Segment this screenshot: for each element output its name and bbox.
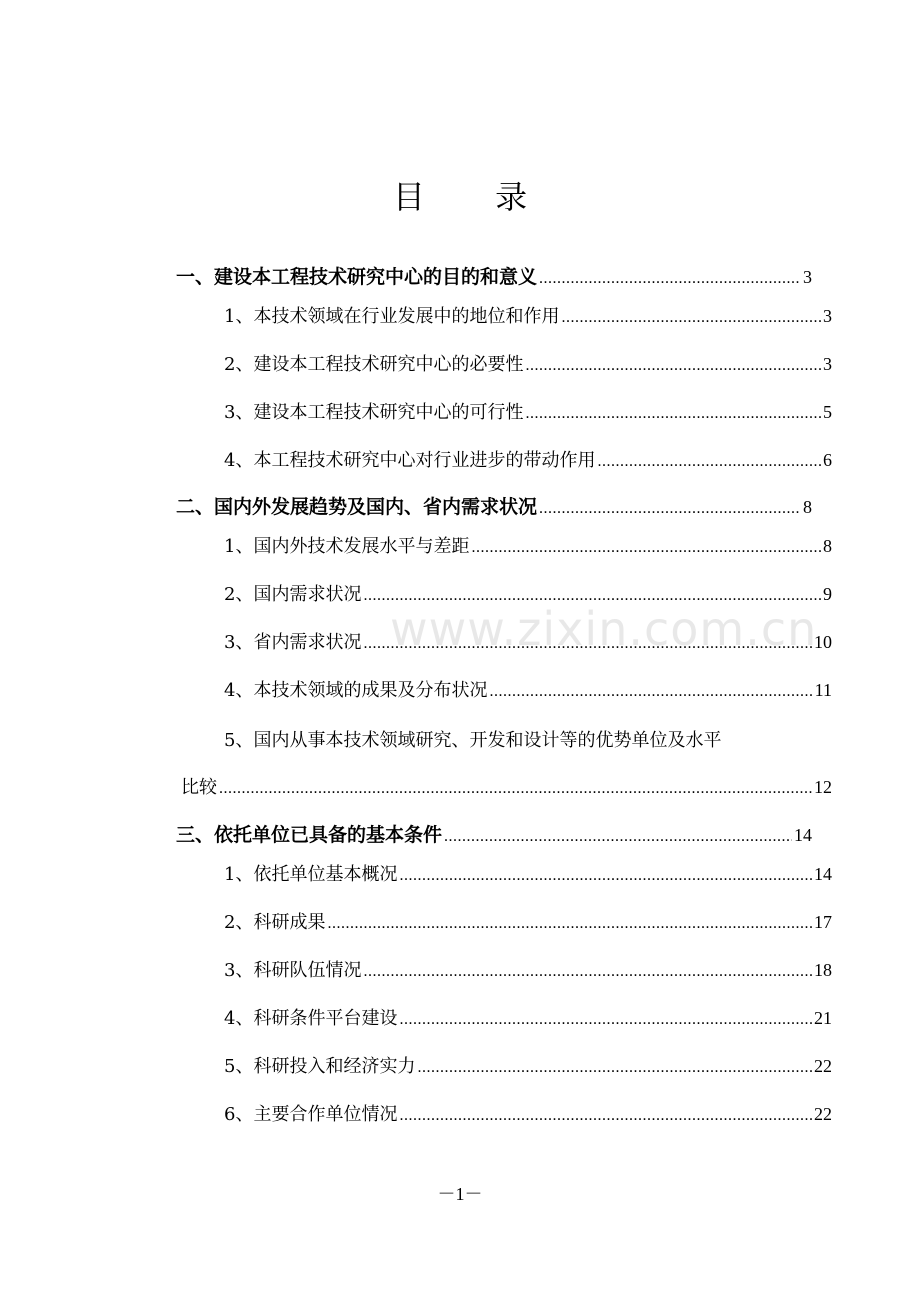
- dot-leader: [597, 453, 821, 471]
- toc-page-number: 21: [814, 1008, 832, 1028]
- dot-leader: [363, 963, 812, 981]
- dot-leader: [327, 915, 812, 933]
- dot-leader: [363, 587, 821, 605]
- dot-leader: [539, 500, 801, 518]
- toc-item-label: 1、依托单位基本概况: [224, 864, 398, 885]
- dot-leader: [539, 270, 801, 288]
- toc-item[interactable]: [224, 860, 832, 890]
- toc-item[interactable]: [224, 628, 832, 658]
- toc-page-number: 3: [823, 354, 832, 374]
- toc-section[interactable]: [176, 262, 812, 292]
- toc-item[interactable]: [224, 446, 832, 476]
- toc-item-label: 2、国内需求状况: [224, 584, 362, 605]
- toc-item[interactable]: [224, 580, 832, 610]
- toc-section-label: 二、国内外发展趋势及国内、省内需求状况: [176, 496, 538, 518]
- toc-page-number: 14: [814, 864, 832, 884]
- toc-section-label: 三、依托单位已具备的基本条件: [176, 824, 443, 846]
- toc-item[interactable]: [224, 908, 832, 938]
- dot-leader: [471, 539, 821, 557]
- dot-leader: [399, 1011, 812, 1029]
- toc-item[interactable]: [224, 350, 832, 380]
- toc-page-number: 22: [814, 1104, 832, 1124]
- toc-item[interactable]: [224, 1100, 832, 1130]
- dot-leader: [444, 828, 792, 846]
- toc-item-label: 3、建设本工程技术研究中心的可行性: [224, 402, 524, 423]
- toc-page-number: 18: [814, 960, 832, 980]
- toc-item-label-continued: 比较: [181, 777, 217, 798]
- toc-section-label: 一、建设本工程技术研究中心的目的和意义: [176, 266, 538, 288]
- toc-page-number: 8: [823, 536, 832, 556]
- toc-page-number: 22: [814, 1056, 832, 1076]
- toc-page-number: 3: [803, 267, 812, 287]
- dot-leader: [219, 780, 812, 798]
- dot-leader: [525, 405, 821, 423]
- toc-item-label: 3、省内需求状况: [224, 632, 362, 653]
- dot-leader: [363, 635, 812, 653]
- page-footer-number: －1－: [437, 1184, 483, 1204]
- toc-page-number: 5: [823, 402, 832, 422]
- watermark: www.zixin.com.cn: [390, 602, 818, 656]
- toc-item-label: 1、国内外技术发展水平与差距: [224, 536, 470, 557]
- toc-item-continuation[interactable]: [181, 773, 832, 803]
- dot-leader: [399, 867, 812, 885]
- dot-leader: [489, 683, 812, 701]
- toc-item[interactable]: [224, 302, 832, 332]
- toc-item-label: 4、本工程技术研究中心对行业进步的带动作用: [224, 450, 596, 471]
- toc-section[interactable]: [176, 820, 812, 850]
- toc-page-number: 3: [823, 306, 832, 326]
- toc-item-label: 4、科研条件平台建设: [224, 1008, 398, 1029]
- toc-page-number: 12: [814, 777, 832, 797]
- toc-page-number: 10: [814, 632, 832, 652]
- toc-page-number: 14: [794, 825, 812, 845]
- toc-item-label: 1、本技术领域在行业发展中的地位和作用: [224, 306, 560, 327]
- toc-item-label: 2、科研成果: [224, 912, 326, 933]
- toc-page-number: 17: [814, 912, 832, 932]
- toc-item[interactable]: [224, 398, 832, 428]
- toc-page-number: 6: [823, 450, 832, 470]
- toc-item[interactable]: [224, 956, 832, 986]
- toc-item[interactable]: [224, 676, 832, 706]
- toc-item-label[interactable]: 5、国内从事本技术领域研究、开发和设计等的优势单位及水平: [224, 730, 722, 751]
- toc-item-label: 6、主要合作单位情况: [224, 1104, 398, 1125]
- dot-leader: [561, 309, 821, 327]
- toc-item-label: 3、科研队伍情况: [224, 960, 362, 981]
- toc-item-label: 2、建设本工程技术研究中心的必要性: [224, 354, 524, 375]
- toc-page-number: 11: [814, 680, 832, 700]
- toc-item[interactable]: [224, 1052, 832, 1082]
- toc-item[interactable]: [224, 532, 832, 562]
- toc-page-number: 9: [823, 584, 832, 604]
- toc-section[interactable]: [176, 492, 812, 522]
- dot-leader: [399, 1107, 812, 1125]
- page-title: 目 录: [392, 178, 558, 216]
- dot-leader: [417, 1059, 812, 1077]
- toc-item[interactable]: [224, 1004, 832, 1034]
- toc-page-number: 8: [803, 497, 812, 517]
- dot-leader: [525, 357, 821, 375]
- toc-item-label: 5、科研投入和经济实力: [224, 1056, 416, 1077]
- toc-item-label: 4、本技术领域的成果及分布状况: [224, 680, 488, 701]
